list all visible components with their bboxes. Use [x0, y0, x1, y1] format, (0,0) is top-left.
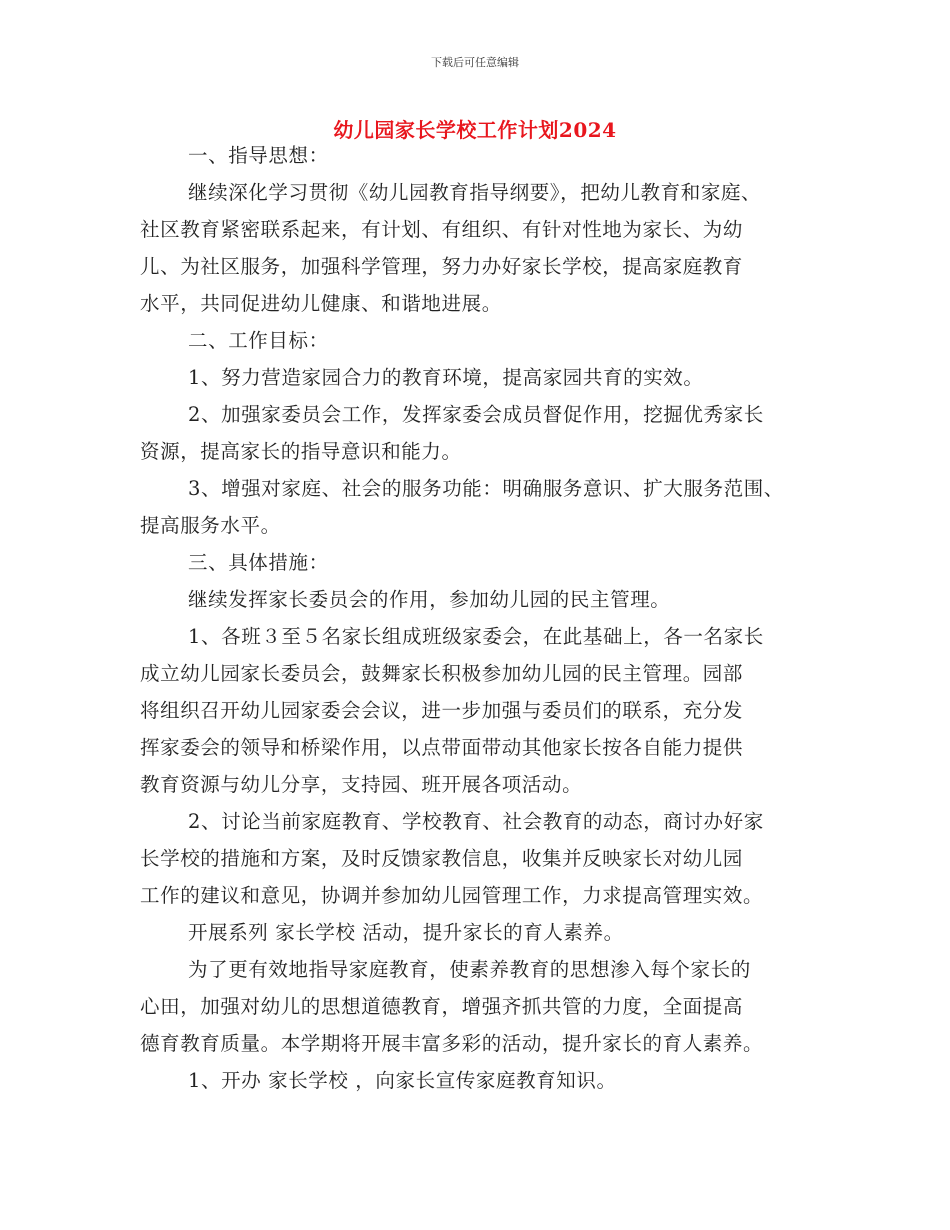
header-note: 下载后可任意编辑: [431, 56, 519, 69]
text-line: 挥家委会的领导和桥梁作用，以点带面带动其他家长按各自能力提供: [140, 736, 744, 759]
text-line: 3、增强对家庭、社会的服务功能：明确服务意识、扩大服务范围、: [188, 477, 784, 500]
text-line: 1、开办 家长学校 ，向家长宣传家庭教育知识。: [188, 1069, 617, 1092]
text-line: 资源，提高家长的指导意识和能力。: [140, 440, 462, 463]
document-body: [140, 137, 820, 1099]
document-title: 幼儿园家长学校工作计划2024: [333, 118, 617, 142]
text-line: 2、讨论当前家庭教育、学校教育、社会教育的动态，商讨办好家: [188, 810, 764, 833]
text-line: 二、工作目标：: [188, 329, 329, 352]
text-line: 心田，加强对幼儿的思想道德教育，增强齐抓共管的力度，全面提高: [140, 995, 744, 1018]
text-line: 德育教育质量。本学期将开展丰富多彩的活动，提升家长的育人素养。: [140, 1032, 764, 1055]
text-line: 社区教育紧密联系起来，有计划、有组织、有针对性地为家长、为幼: [140, 218, 744, 241]
text-line: 一、指导思想：: [188, 144, 329, 167]
text-line: 2、加强家委员会工作，发挥家委会成员督促作用，挖掘优秀家长: [188, 403, 764, 426]
text-line: 为了更有效地指导家庭教育，使素养教育的思想渗入每个家长的: [188, 958, 751, 981]
text-line: 水平，共同促进幼儿健康、和谐地进展。: [140, 292, 502, 315]
text-line: 1、各班３至５名家长组成班级家委会，在此基础上，各一名家长: [188, 625, 764, 648]
text-line: 三、具体措施：: [188, 551, 329, 574]
text-line: 提高服务水平。: [140, 514, 281, 537]
text-line: 继续发挥家长委员会的作用，参加幼儿园的民主管理。: [188, 588, 671, 611]
text-line: 继续深化学习贯彻《幼儿园教育指导纲要》，把幼儿教育和家庭、: [188, 181, 762, 204]
text-line: 工作的建议和意见，协调并参加幼儿园管理工作，力求提高管理实效。: [140, 884, 764, 907]
text-line: 成立幼儿园家长委员会，鼓舞家长积极参加幼儿园的民主管理。园部: [140, 662, 744, 685]
text-line: 将组织召开幼儿园家委会会议，进一步加强与委员们的联系，充分发: [140, 699, 744, 722]
text-line: 教育资源与幼儿分享，支持园、班开展各项活动。: [140, 773, 583, 796]
text-line: 儿、为社区服务，加强科学管理，努力办好家长学校，提高家庭教育: [140, 255, 744, 278]
text-line: 1、努力营造家园合力的教育环境，提高家园共育的实效。: [188, 366, 704, 389]
text-line: 长学校的措施和方案，及时反馈家教信息，收集并反映家长对幼儿园: [140, 847, 744, 870]
text-line: 开展系列 家长学校 活动，提升家长的育人素养。: [188, 921, 624, 944]
